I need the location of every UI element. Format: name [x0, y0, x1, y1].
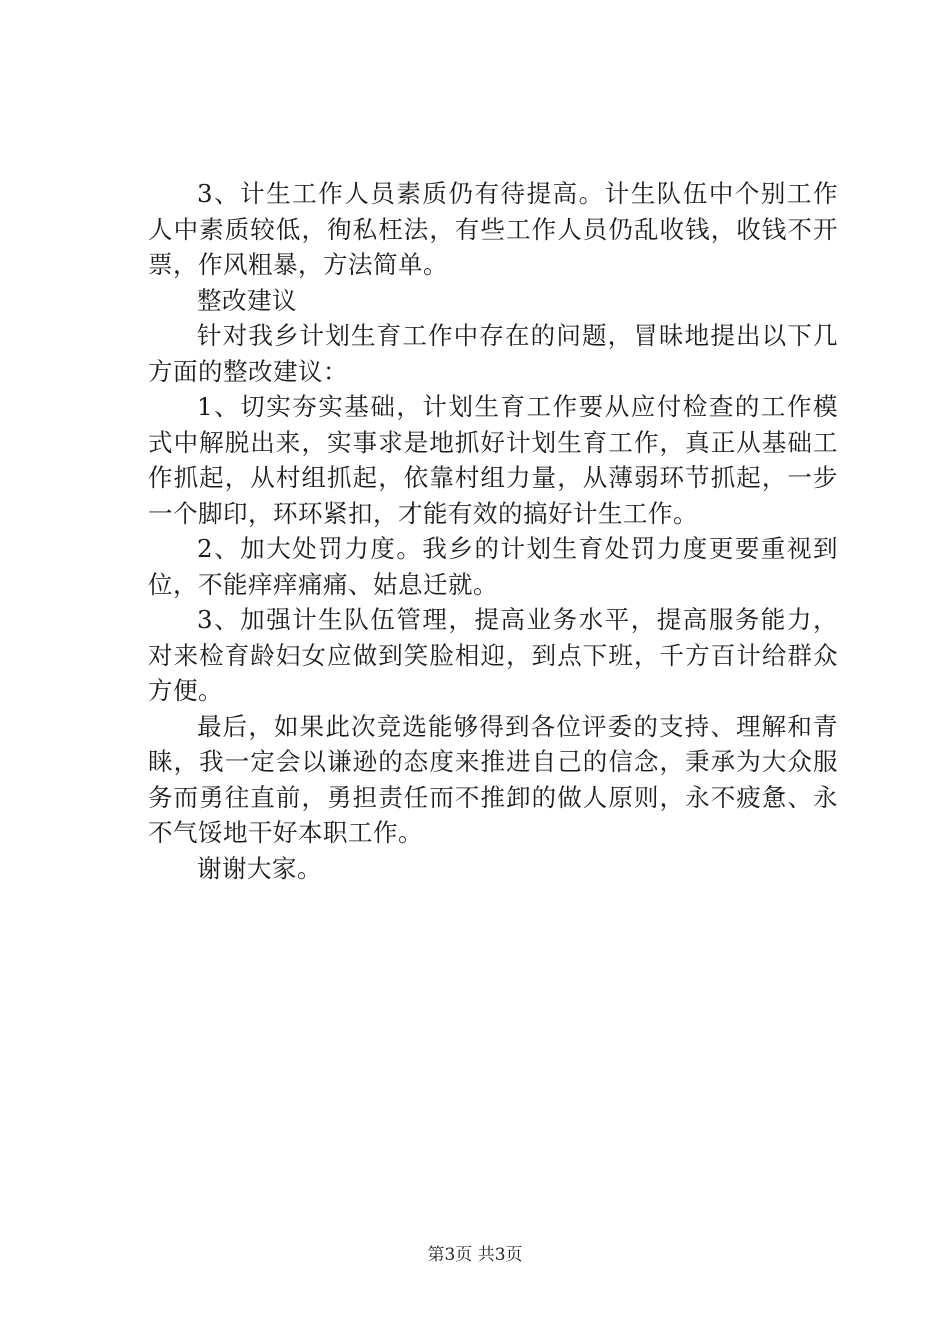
page-number-label: 第3页 共3页 — [427, 1245, 523, 1265]
paragraph-closing: 最后，如果此次竞选能够得到各位评委的支持、理解和青睐，我一定会以谦逊的态度来推进自己的信念，秉承为大众服务而勇往直前，勇担责任而不推卸的做人原则，永不疲惫、永不气馁地干好本职工作。 — [148, 711, 838, 847]
paragraph-problem-3: 3、计生工作人员素质仍有待提高。计生队伍中个别工作人中素质较低，徇私枉法，有些工作人员仍乱收钱，收钱不开票，作风粗暴，方法简单。 — [148, 179, 838, 279]
paragraph-intro-suggestions: 针对我乡计划生育工作中存在的问题，冒昧地提出以下几方面的整改建议： — [148, 321, 838, 386]
page-footer — [0, 1244, 950, 1266]
paragraph-suggestion-2: 2、加大处罚力度。我乡的计划生育处罚力度更要重视到位，不能痒痒痛痛、姑息迁就。 — [148, 534, 838, 599]
paragraph-thanks: 谢谢大家。 — [197, 853, 322, 883]
paragraph-suggestion-3: 3、加强计生队伍管理，提高业务水平，提高服务能力，对来检育龄妇女应做到笑脸相迎，到点下班，千方百计给群众方便。 — [148, 605, 838, 705]
section-heading-rectification: 整改建议 — [197, 285, 297, 315]
document-body — [148, 176, 838, 886]
paragraph-suggestion-1: 1、切实夯实基础，计划生育工作要从应付检查的工作模式中解脱出来，实事求是地抓好计划生育工作，真正从基础工作抓起，从村组抓起，依靠村组力量，从薄弱环节抓起，一步一个脚印，环环紧扣，才能有效的搞好计生工作。 — [148, 392, 838, 528]
